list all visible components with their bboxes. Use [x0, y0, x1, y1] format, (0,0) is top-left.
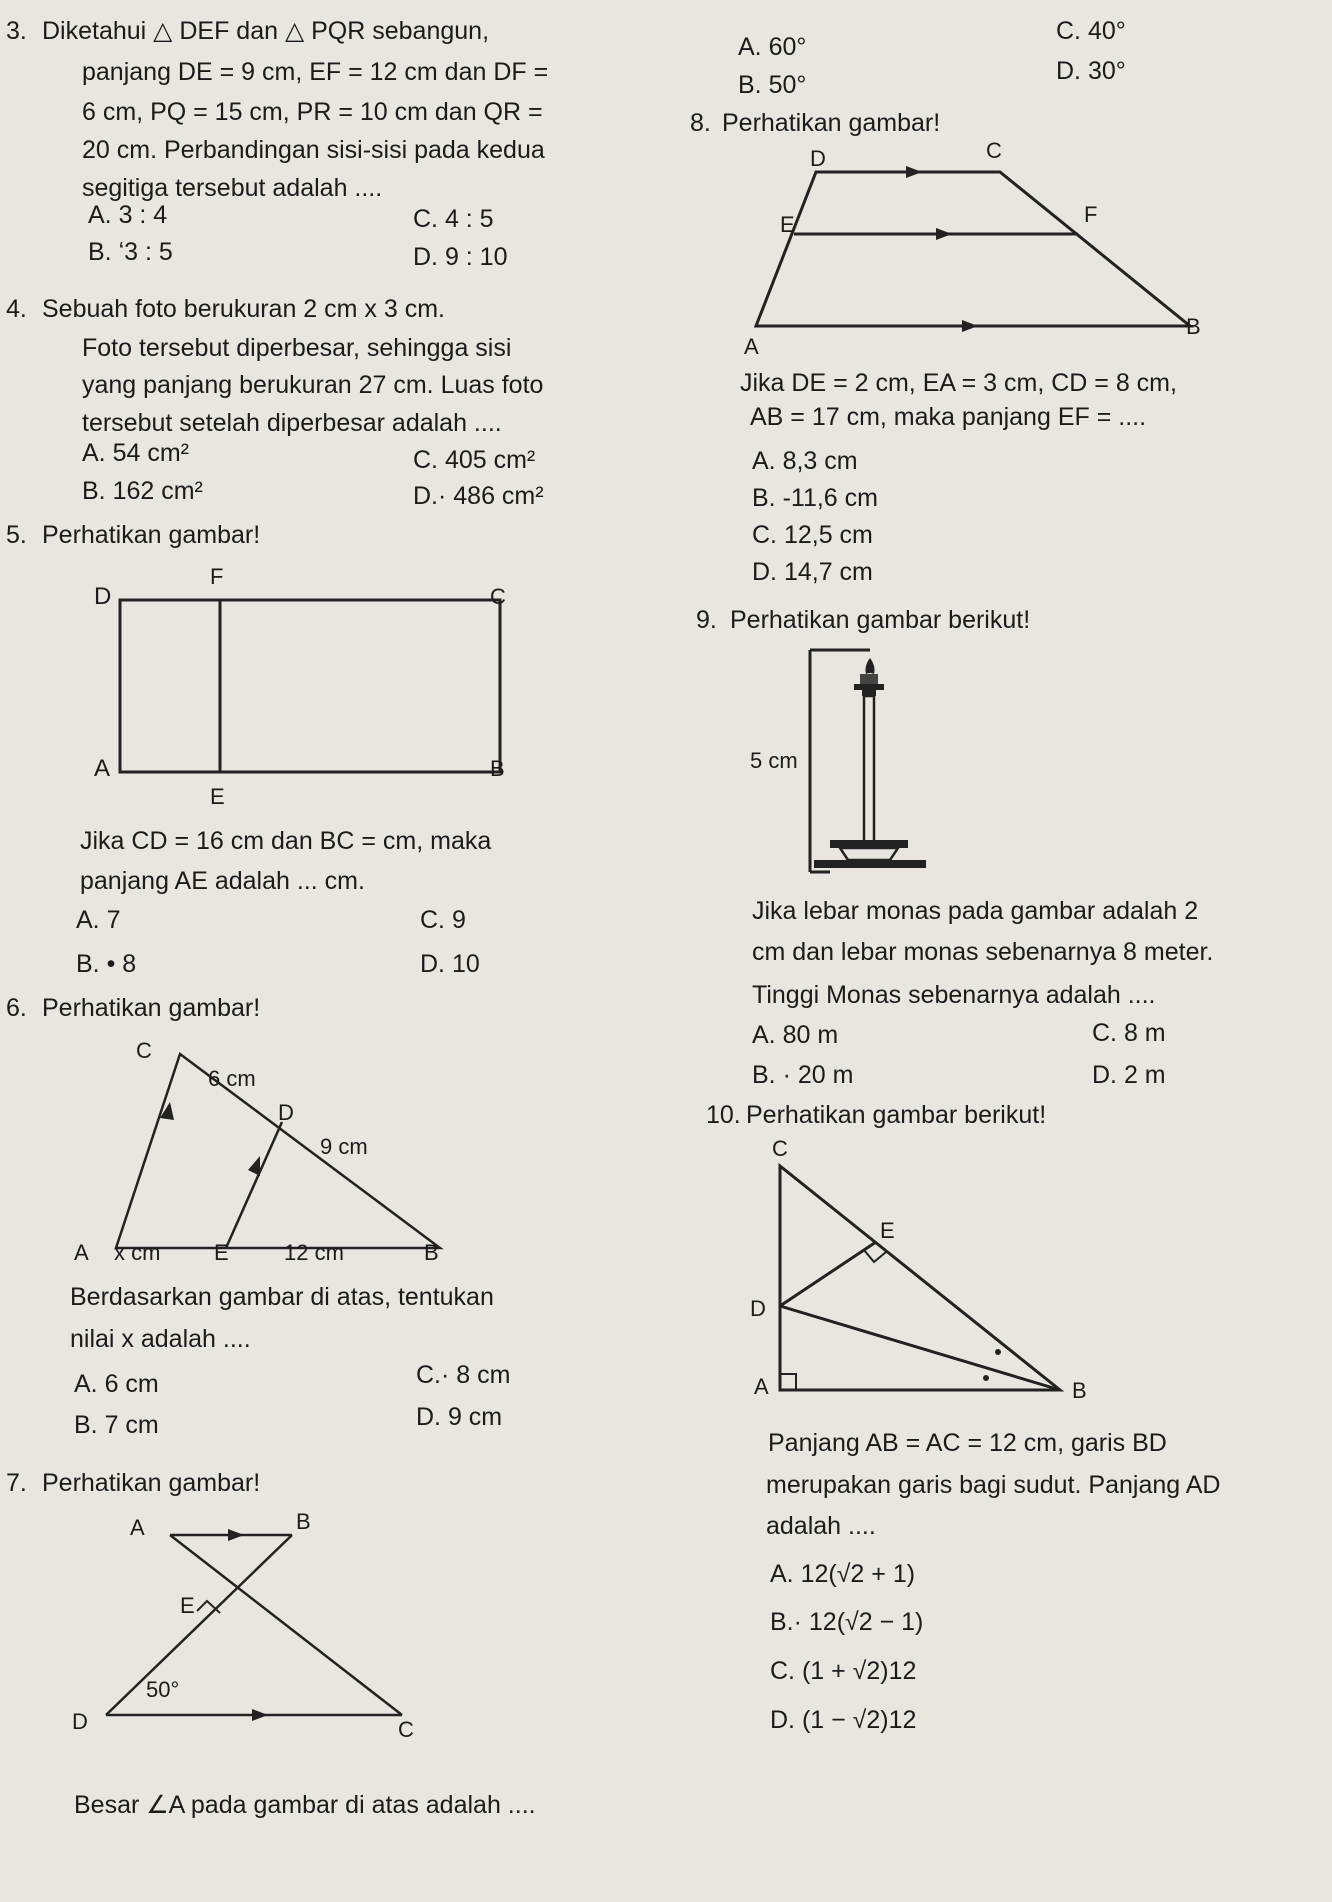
q6-after-1: Berdasarkan gambar di atas, tentukan [70, 1283, 494, 1311]
q5-label-b: B [490, 756, 505, 781]
q5-label-a: A [94, 755, 111, 782]
q6-option-b: B. 7 cm [74, 1411, 159, 1439]
q5-rectangle-abcd [120, 600, 500, 772]
q8-label-b: B [1186, 314, 1201, 339]
q8-arrow-ef [936, 228, 952, 240]
q10-option-b: B.· 12(√2 − 1) [770, 1608, 924, 1636]
q8-label-c: C [986, 138, 1002, 163]
q7-option-c: C. 40° [1056, 17, 1126, 45]
q9-option-b: B. · 20 m [752, 1061, 854, 1089]
q7-label-d: D [72, 1709, 88, 1734]
q10-segment-de [780, 1242, 876, 1306]
q7-arrow-dc [252, 1709, 268, 1721]
q4-option-c: C. 405 cm² [413, 446, 536, 474]
q5-after-2: panjang AE adalah ... cm. [80, 867, 365, 895]
q7-label-c: C [398, 1717, 414, 1742]
q10-option-a: A. 12(√2 + 1) [770, 1560, 916, 1588]
q5-line-1: Perhatikan gambar! [42, 521, 261, 549]
q9-option-c: C. 8 m [1092, 1019, 1166, 1047]
q10-right-angle-e [864, 1250, 886, 1262]
q6-label-eb: 12 cm [284, 1240, 344, 1265]
q8-option-c: C. 12,5 cm [752, 521, 873, 549]
q9-monas-drawing [814, 658, 926, 868]
q10-label-c: C [772, 1138, 788, 1161]
q10-after-1: Panjang AB = AC = 12 cm, garis BD [768, 1429, 1167, 1457]
q4-option-a: A. 54 cm² [82, 439, 189, 467]
q7-label-a: A [130, 1515, 145, 1540]
q7-line-1: Perhatikan gambar! [42, 1469, 261, 1497]
q4-line-4: tersebut setelah diperbesar adalah .... [82, 409, 502, 437]
q8-number: 8. [690, 109, 711, 137]
q7-bowtie-figure [60, 1505, 440, 1745]
q6-option-c: C.· 8 cm [416, 1361, 511, 1389]
q6-option-d: D. 9 cm [416, 1403, 503, 1431]
q5-option-a: A. 7 [76, 906, 121, 934]
q4-line-1: Sebuah foto berukuran 2 cm x 3 cm. [42, 295, 445, 323]
q10-right-angle-a [780, 1374, 796, 1390]
q9-after-2: cm dan lebar monas sebenarnya 8 meter. [752, 938, 1214, 966]
q6-line-1: Perhatikan gambar! [42, 994, 261, 1022]
q3-option-d: D. 9 : 10 [413, 243, 508, 271]
q6-label-b: B [424, 1240, 439, 1265]
q7-arrow-ab [228, 1529, 244, 1541]
q10-angle-dot-1 [995, 1349, 1001, 1355]
q6-label-e: E [214, 1240, 229, 1265]
q10-angle-dot-2 [983, 1375, 989, 1381]
q6-label-c: C [136, 1038, 152, 1063]
q5-option-b: B. • 8 [76, 950, 137, 978]
q3-line-3: 6 cm, PQ = 15 cm, PR = 10 cm dan QR = [82, 98, 543, 126]
q10-after-2: merupakan garis bagi sudut. Panjang AD [766, 1471, 1221, 1499]
q7-segment-ac [170, 1535, 402, 1715]
q8-trapezoid-figure [730, 136, 1230, 356]
q10-label-e: E [880, 1218, 895, 1243]
q5-option-d: D. 10 [420, 950, 480, 978]
q3-option-b: B. ʻ3 : 5 [88, 238, 173, 266]
q3-line-5: segitiga tersebut adalah .... [82, 174, 383, 202]
q4-option-b: B. 162 cm² [82, 477, 203, 505]
q7-segment-bd [106, 1535, 292, 1715]
q8-label-a: A [744, 334, 759, 356]
q10-after-3: adalah .... [766, 1512, 876, 1540]
q6-triangle-abc [116, 1054, 440, 1248]
q3-line-1: Diketahui △ DEF dan △ PQR sebangun, [42, 17, 490, 45]
q3-option-c: C. 4 : 5 [413, 205, 494, 233]
q8-label-d: D [810, 146, 826, 171]
q6-label-ae: x cm [114, 1240, 161, 1265]
q5-label-d: D [94, 583, 112, 610]
q5-label-f: F [210, 564, 224, 589]
q5-rectangle-figure [80, 560, 520, 820]
q9-after-1: Jika lebar monas pada gambar adalah 2 [752, 897, 1199, 925]
q9-option-d: D. 2 m [1092, 1061, 1166, 1089]
q6-number: 6. [6, 994, 27, 1022]
q4-number: 4. [6, 295, 27, 323]
q8-label-e: E [780, 212, 795, 237]
q8-arrow-dc [906, 166, 922, 178]
q6-label-cd: 6 cm [208, 1066, 256, 1091]
q8-after-1: Jika DE = 2 cm, EA = 3 cm, CD = 8 cm, [740, 369, 1177, 397]
q7-option-d: D. 30° [1056, 57, 1126, 85]
q4-option-d: D.· 486 cm² [413, 482, 544, 510]
q9-label-height: 5 cm [750, 748, 798, 773]
q5-option-c: C. 9 [420, 906, 466, 934]
q10-number: 10. [706, 1101, 741, 1129]
q7-option-a: A. 60° [738, 33, 807, 61]
q7-label-b: B [296, 1509, 311, 1534]
q6-after-2: nilai x adalah .... [70, 1325, 251, 1353]
q3-line-4: 20 cm. Perbandingan sisi-sisi pada kedua [82, 136, 545, 164]
q9-line-1: Perhatikan gambar berikut! [730, 606, 1031, 634]
q5-number: 5. [6, 521, 27, 549]
q8-line-1: Perhatikan gambar! [722, 109, 941, 137]
q3-option-a: A. 3 : 4 [88, 201, 168, 229]
q5-label-e: E [210, 784, 225, 809]
q7-after-1: Besar ∠A pada gambar di atas adalah .... [74, 1791, 536, 1819]
q7-label-angle: 50° [146, 1677, 180, 1702]
q8-option-a: A. 8,3 cm [752, 447, 858, 475]
q3-number: 3. [6, 17, 27, 45]
q5-after-1: Jika CD = 16 cm dan BC = cm, maka [80, 827, 492, 855]
q8-after-2: AB = 17 cm, maka panjang EF = .... [750, 403, 1147, 431]
q9-after-3: Tinggi Monas sebenarnya adalah .... [752, 981, 1156, 1009]
q7-label-e: E [180, 1593, 195, 1618]
q10-option-c: C. (1 + √2)12 [770, 1657, 917, 1685]
q6-arrow-ed [248, 1156, 260, 1176]
q6-label-db: 9 cm [320, 1134, 368, 1159]
q6-segment-de [226, 1122, 282, 1248]
q5-label-c: C [490, 584, 506, 609]
q10-label-a: A [754, 1374, 769, 1399]
q4-line-3: yang panjang berukuran 27 cm. Luas foto [82, 371, 544, 399]
q8-trapezoid-abcd [756, 172, 1190, 326]
q6-triangle-figure [70, 1030, 470, 1270]
q9-option-a: A. 80 m [752, 1021, 839, 1049]
q6-label-d: D [278, 1100, 294, 1125]
q8-label-f: F [1084, 202, 1098, 227]
q9-monas-figure [740, 640, 960, 880]
q10-triangle-figure [740, 1138, 1120, 1418]
q4-line-2: Foto tersebut diperbesar, sehingga sisi [82, 334, 512, 362]
q7-number: 7. [6, 1469, 27, 1497]
q6-option-a: A. 6 cm [74, 1370, 159, 1398]
q8-option-b: B. ‑11,6 cm [752, 484, 878, 512]
q8-arrow-ab [962, 320, 978, 332]
q10-option-d: D. (1 − √2)12 [770, 1706, 917, 1734]
q3-line-2: panjang DE = 9 cm, EF = 12 cm dan DF = [82, 58, 549, 86]
q10-line-1: Perhatikan gambar berikut! [746, 1101, 1047, 1129]
q10-label-d: D [750, 1296, 766, 1321]
q10-segment-db [780, 1306, 1060, 1390]
q6-label-a: A [74, 1240, 89, 1265]
q9-number: 9. [696, 606, 717, 634]
q8-option-d: D. 14,7 cm [752, 558, 873, 586]
q7-option-b: B. 50° [738, 71, 807, 99]
q10-label-b: B [1072, 1378, 1087, 1403]
